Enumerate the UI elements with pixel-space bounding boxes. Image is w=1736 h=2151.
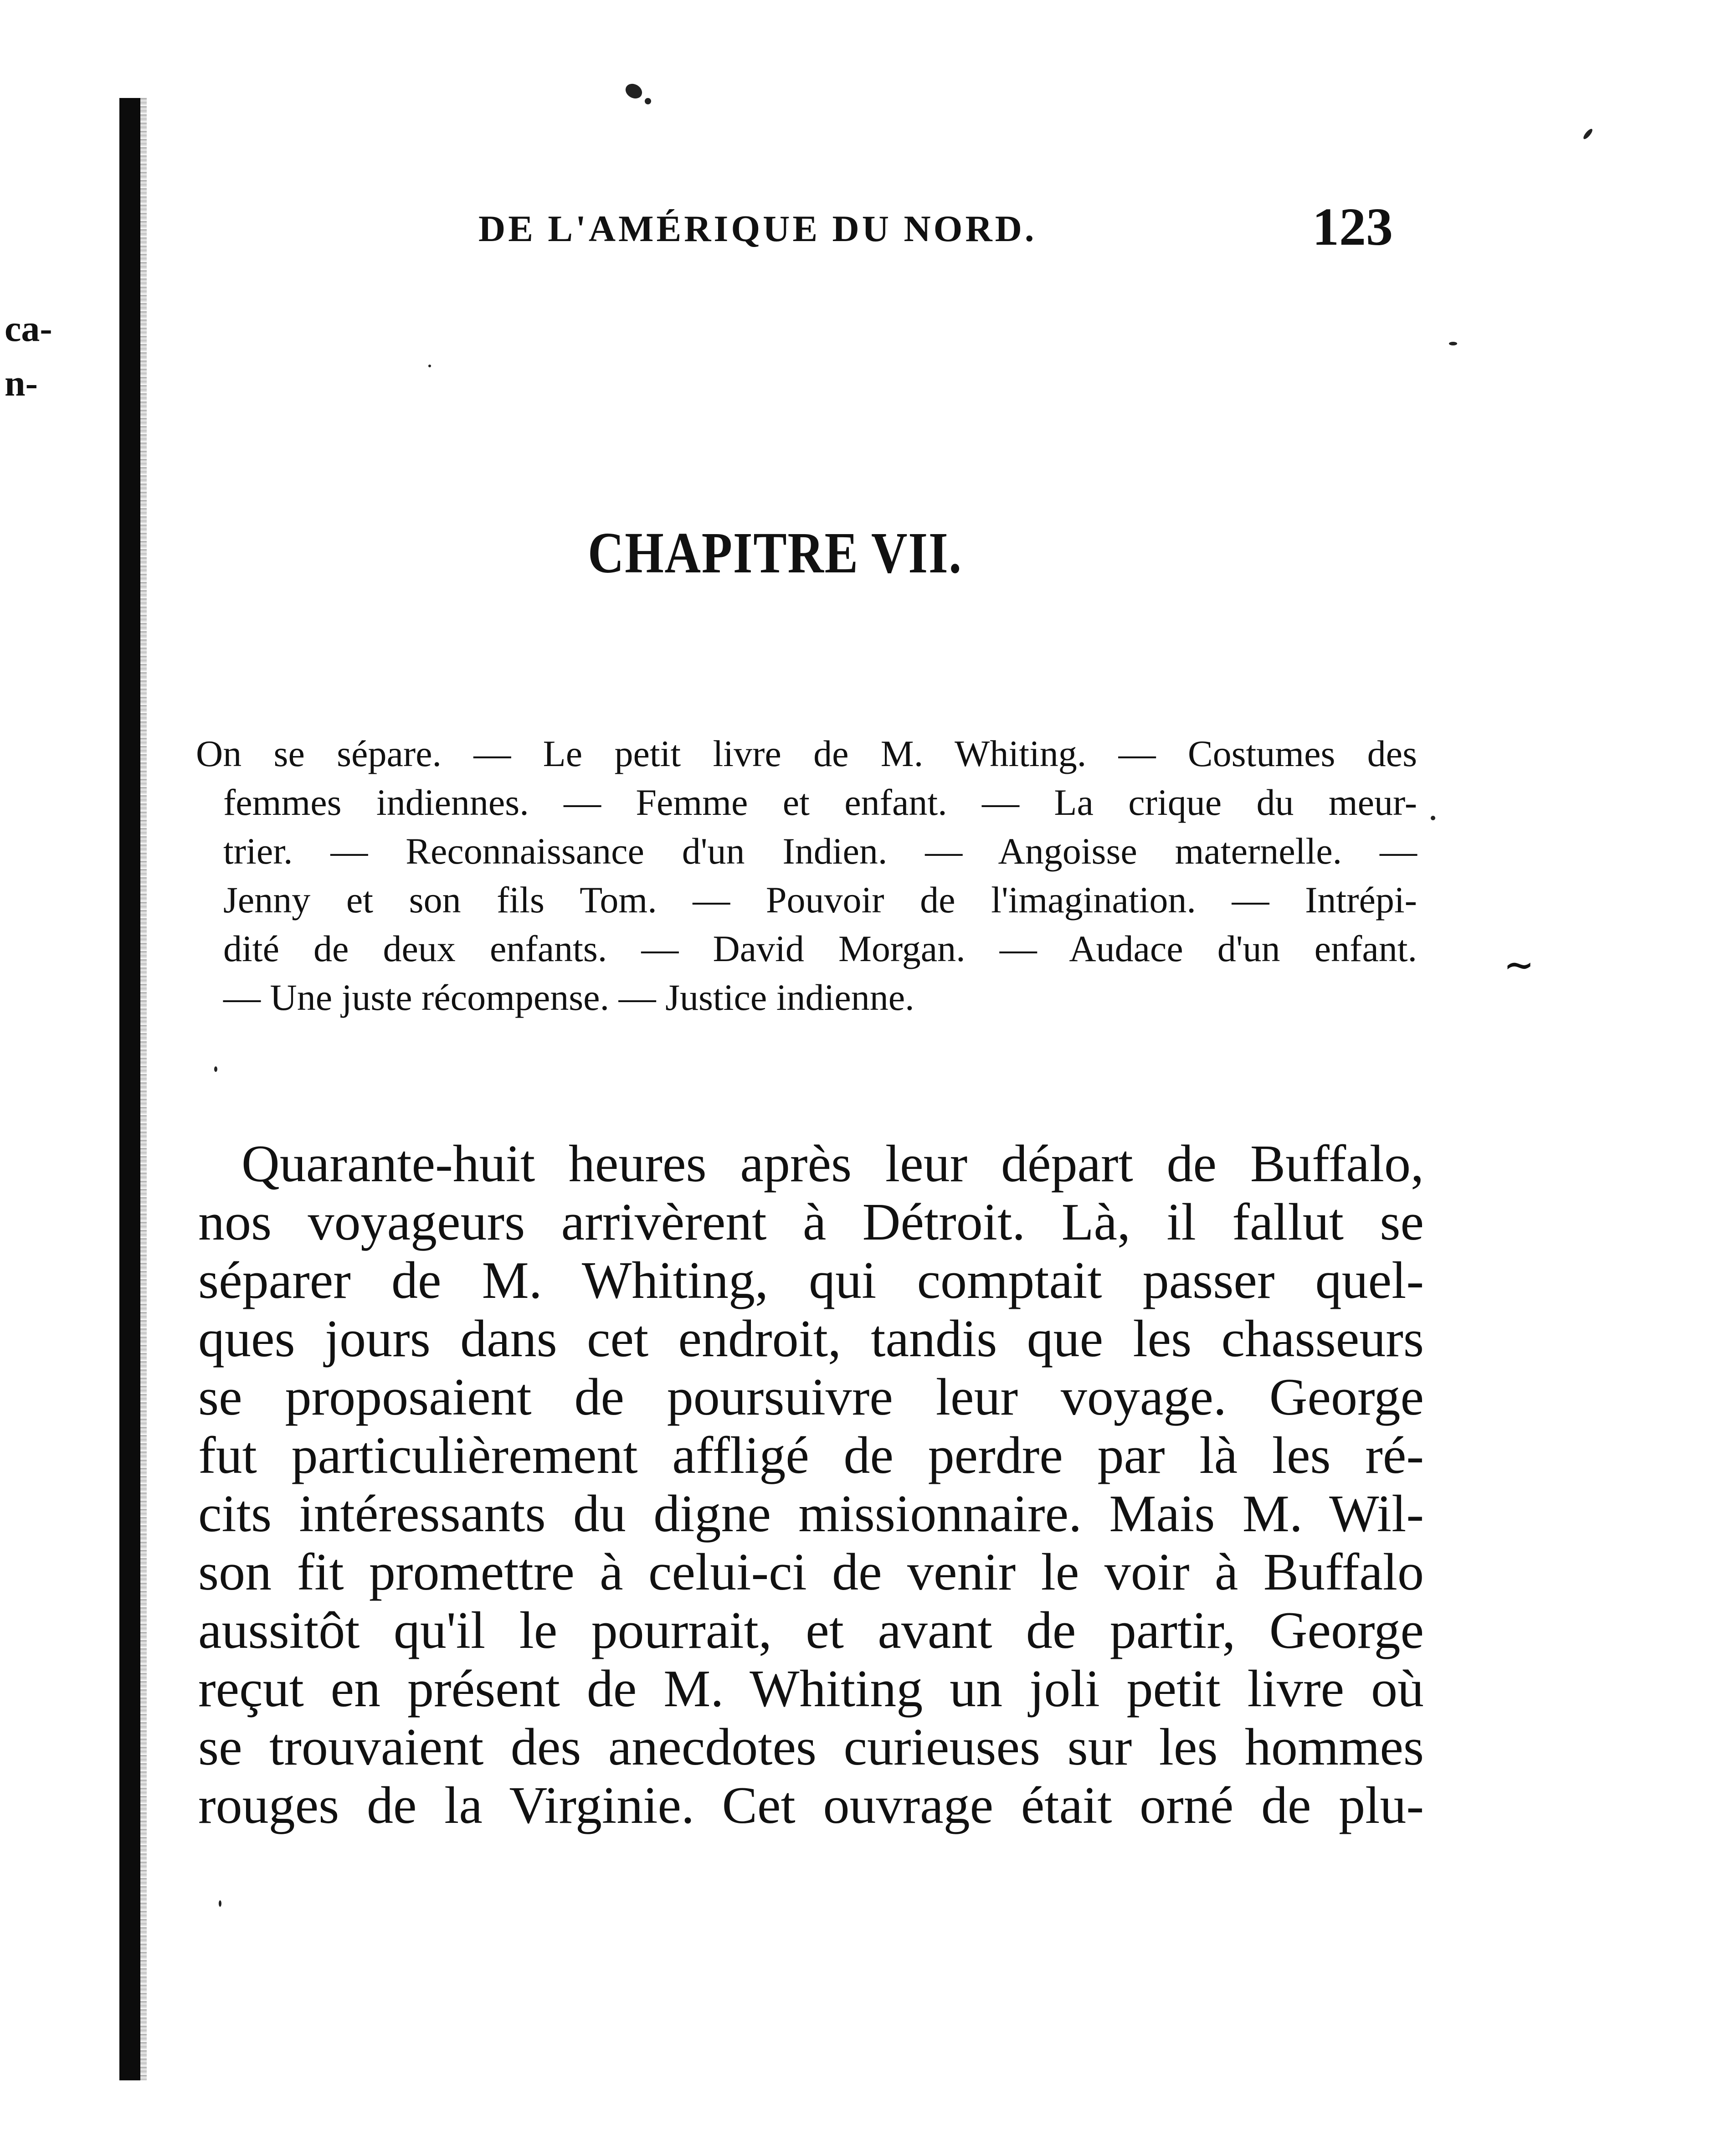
summary-line: On se sépare. — Le petit livre de M. Whiting. — Costumes des (196, 733, 1417, 774)
scan-speck (219, 1900, 221, 1907)
scan-speck (1449, 342, 1457, 345)
body-line: nos voyageurs arrivèrent à Détroit. Là, il fallut se (198, 1193, 1424, 1251)
summary-line: femmes indiennes. — Femme et enfant. — La crique du meur- (223, 782, 1417, 823)
summary-line: Jenny et son fils Tom. — Pouvoir de l'imagination. — Intrépi- (223, 879, 1417, 921)
body-line: cits intéressants du digne missionnaire. Mais M. Wil- (198, 1485, 1424, 1543)
bleed-through-text-1: ca- (5, 308, 52, 349)
running-header: DE L'AMÉRIQUE DU NORD. (478, 208, 1037, 249)
scan-speck (623, 81, 645, 102)
body-line: reçut en présent de M. Whiting un joli petit livre où (198, 1660, 1424, 1718)
body-line: se trouvaient des anecdotes curieuses sur les hommes (198, 1718, 1424, 1776)
chapter-summary (196, 729, 1417, 1022)
scan-speck (645, 98, 651, 104)
body-paragraph (198, 1135, 1424, 1835)
summary-line: dité de deux enfants. — David Morgan. — Audace d'un enfant. (223, 928, 1417, 969)
body-line: se proposaient de poursuivre leur voyage. George (198, 1368, 1424, 1426)
summary-line: — Une juste récompense. — Justice indienne. (223, 977, 914, 1018)
body-line: son fit promettre à celui-ci de venir le voir à Buffalo (198, 1543, 1424, 1601)
page-number: 123 (1312, 197, 1393, 257)
body-line: ques jours dans cet endroit, tandis que les chasseurs (198, 1310, 1424, 1368)
body-line: Quarante-huit heures après leur départ de Buffalo, (241, 1135, 1424, 1193)
binding-shadow (119, 98, 140, 2080)
summary-line: trier. — Reconnaissance d'un Indien. — Angoisse maternelle. — (223, 830, 1417, 872)
scan-mark: ∼ (1504, 946, 1535, 986)
body-line: rouges de la Virginie. Cet ouvrage était orné de plu- (198, 1776, 1424, 1835)
body-line: fut particulièrement affligé de perdre par là les ré- (198, 1426, 1424, 1485)
bleed-through-text-2: n- (5, 362, 38, 404)
scan-speck (1582, 128, 1594, 140)
body-line: aussitôt qu'il le pourrait, et avant de partir, George (198, 1601, 1424, 1660)
binding-edge (140, 98, 147, 2080)
chapter-title: CHAPITRE VII. (588, 520, 962, 585)
scan-speck (428, 365, 431, 367)
scan-speck (214, 1066, 217, 1072)
body-line: séparer de M. Whiting, qui comptait passer quel- (198, 1251, 1424, 1310)
scan-speck (1431, 816, 1435, 820)
